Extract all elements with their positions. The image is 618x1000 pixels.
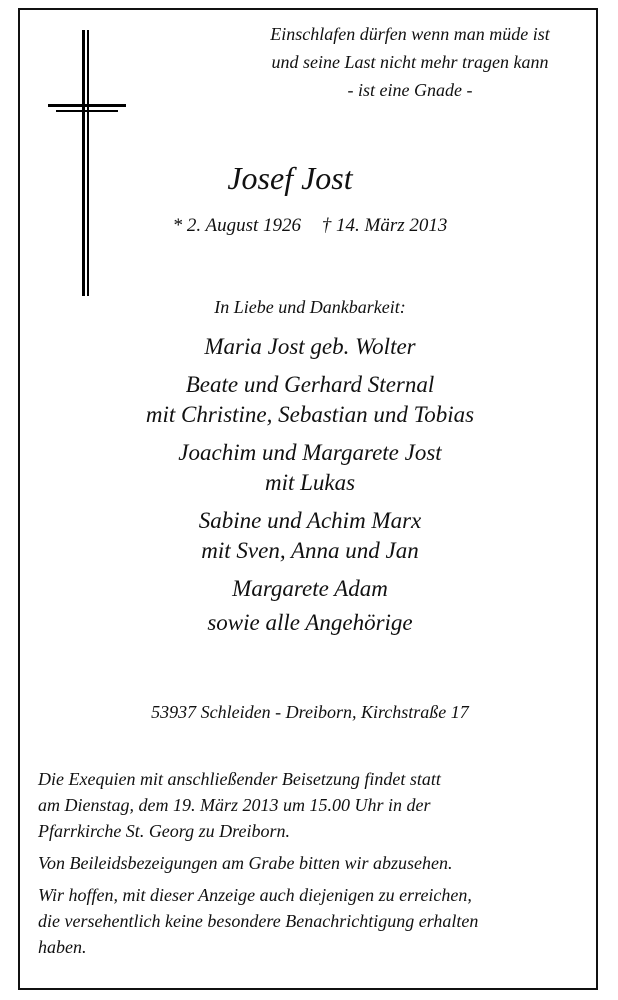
mourner-line: mit Sven, Anna und Jan [201,538,419,563]
mourner-line: mit Lukas [264,470,356,495]
cross-icon [48,30,126,296]
notice-line: am Dienstag, dem 19. März 2013 um 15.00 Uhr in der [38,795,431,815]
mourners-list [80,330,540,638]
notice-line: Pfarrkirche St. Georg zu Dreiborn. [38,821,290,841]
death-date: † 14. März 2013 [321,215,448,236]
deceased-name: Josef Jost [227,160,353,196]
notice-line: Die Exequien mit anschließender Beisetzung findet statt [38,769,441,789]
life-dates [120,215,500,237]
mourners-intro: In Liebe und Dankbarkeit: [214,297,406,317]
notice-line: haben. [38,937,87,957]
notification-note [38,882,578,960]
birth-date: * 2. August 1926 [172,215,302,236]
motto-verse [230,20,590,104]
address: 53937 Schleiden - Dreiborn, Kirchstraße 17 [151,702,469,722]
mourner-line: Margarete Adam [232,576,388,601]
mourner-line: mit Christine, Sebastian und Tobias [145,402,475,427]
condolence-request: Von Beileidsbezeigungen am Grabe bitten wir abzusehen. [38,853,453,873]
funeral-notice [38,766,578,966]
motto-line: Einschlafen dürfen wenn man müde ist [270,24,550,44]
motto-line: und seine Last nicht mehr tragen kann [271,52,549,72]
notice-line: die versehentlich keine besondere Benachrichtigung erhalten [38,911,479,931]
mourner-line: Maria Jost geb. Wolter [204,334,416,359]
funeral-info [38,766,578,844]
mourner-line: Sabine und Achim Marx [198,508,422,533]
mourner-line: Joachim und Margarete Jost [178,440,442,465]
notice-line: Wir hoffen, mit dieser Anzeige auch diejenigen zu erreichen, [38,885,472,905]
mourner-line: sowie alle Angehörige [207,610,413,635]
mourner-line: Beate und Gerhard Sternal [185,372,435,397]
motto-line: - ist eine Gnade - [347,80,473,100]
